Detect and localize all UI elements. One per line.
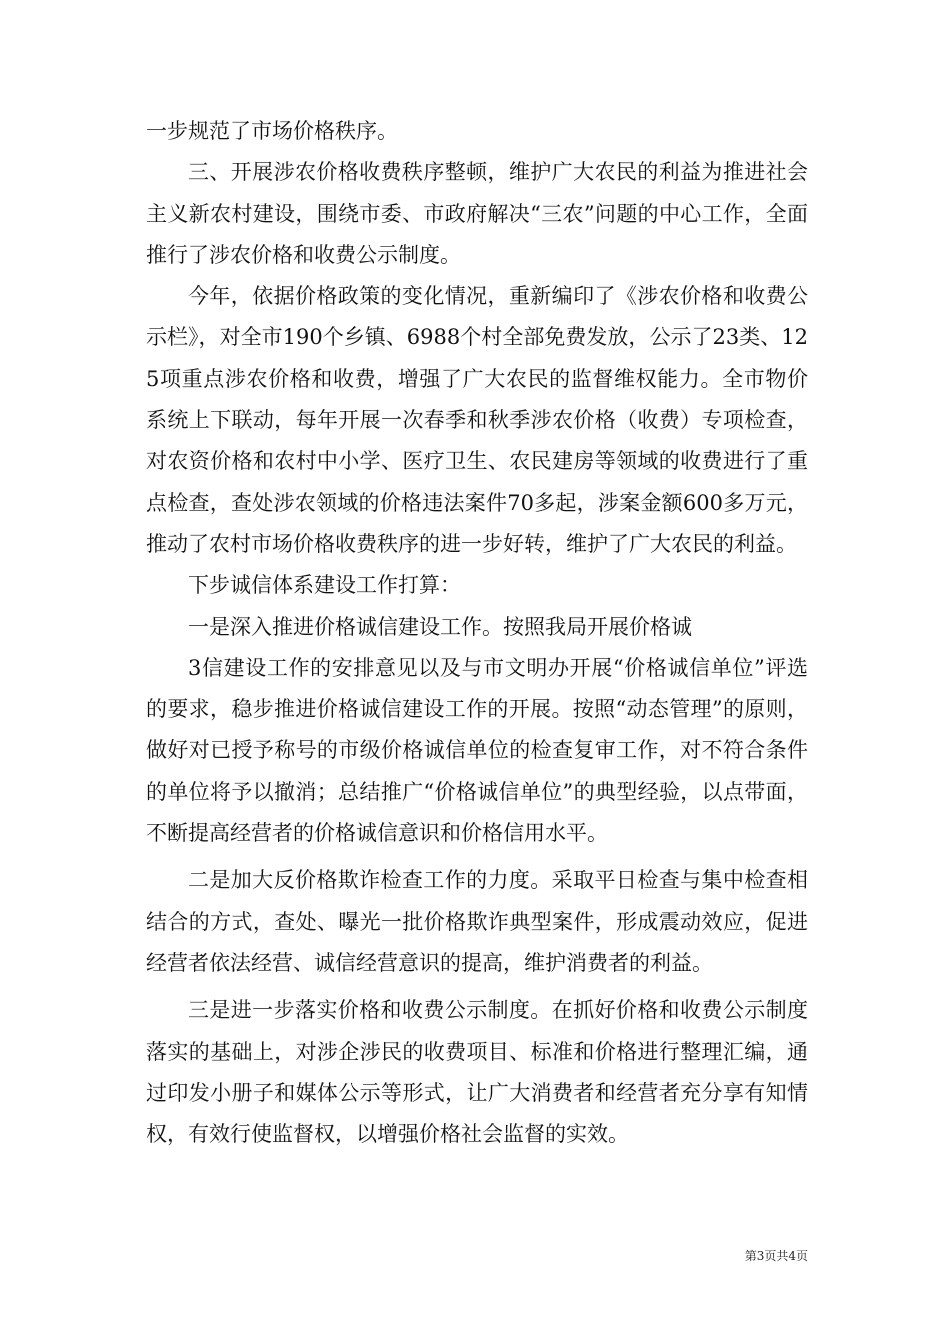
paragraph-plan-three: 三是进一步落实价格和收费公示制度。在抓好价格和收费公示制度落实的基础上，对涉企涉民的收费项目、标准和价格进行整理汇编，通过印发小册子和媒体公示等形式，让广大消费者和经营者充分享有知情权，有效行使监督权，以增强价格社会监督的实效。 (146, 998, 808, 1147)
paragraph-section-three: 三、开展涉农价格收费秩序整顿，维护广大农民的利益为推进社会主义新农村建设，围绕市委、市政府解决“三农”问题的中心工作，全面推行了涉农价格和收费公示制度。 (146, 160, 808, 267)
paragraph-this-year: 今年，依据价格政策的变化情况，重新编印了《涉农价格和收费公示栏》，对全市190个乡镇、6988个村全部免费发放，公示了23类、125项重点涉农价格和收费，增强了广大农民的监督维权能力。全市物价系统上下联动，每年开展一次春季和秋季涉农价格（收费）专项检查，对农资价格和农村中小学、医疗卫生、农民建房等领域的收费进行了重点检查，查处涉农领域的价格违法案件70多起，涉案金额600多万元，推动了农村市场价格收费秩序的进一步好转，维护了广大农民的利益。 (146, 284, 808, 556)
paragraph-plan-one-continued: 3信建设工作的安排意见以及与市文明办开展“价格诚信单位”评选的要求，稳步推进价格诚信建设工作的开展。按照“动态管理”的原则，做好对已授予称号的市级价格诚信单位的检查复审工作，对不符合条件的单位将予以撤消；总结推广“价格诚信单位”的典型经验，以点带面，不断提高经营者的价格诚信意识和价格信用水平。 (146, 655, 808, 846)
paragraph-next-steps-heading: 下步诚信体系建设工作打算： (188, 573, 461, 598)
paragraph-plan-two: 二是加大反价格欺诈检查工作的力度。采取平日检查与集中检查相结合的方式，查处、曝光一批价格欺诈典型案件，形成震动效应，促进经营者依法经营、诚信经营意识的提高，维护消费者的利益。 (146, 868, 808, 975)
paragraph-continuation: 一步规范了市场价格秩序。 (146, 119, 398, 143)
page-number-footer: 第3页共4页 (744, 1249, 808, 1263)
document-body (146, 111, 808, 1155)
paragraph-plan-one: 一是深入推进价格诚信建设工作。按照我局开展价格诚 (188, 614, 692, 639)
